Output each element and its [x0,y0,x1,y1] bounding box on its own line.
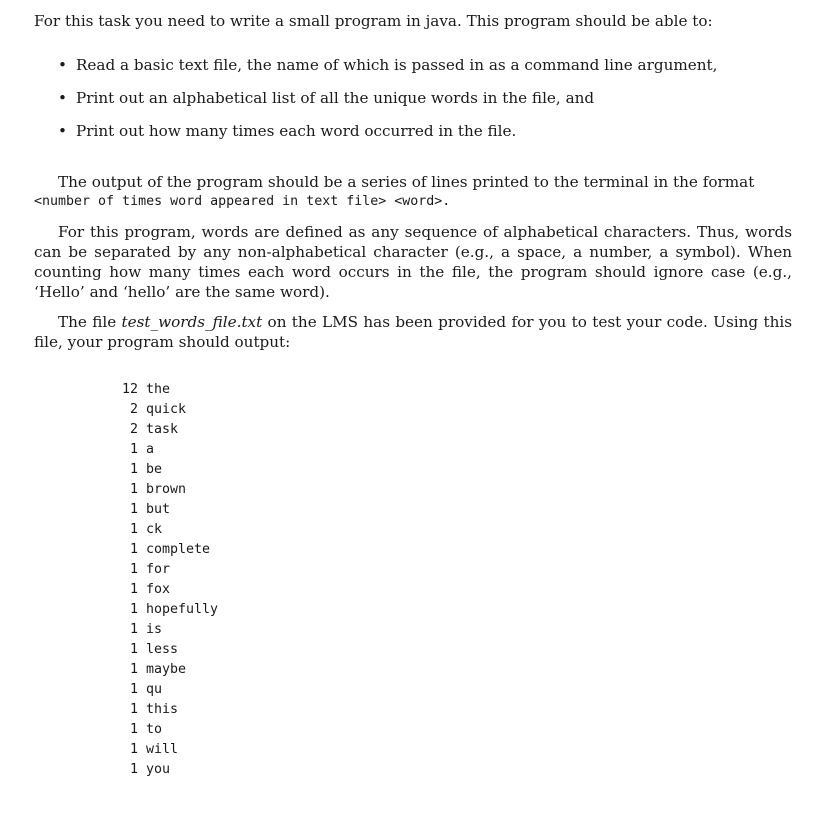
output-row [122,520,218,540]
output-row [122,620,218,640]
list-item [58,56,717,89]
bullet-icon: • [58,56,67,74]
output-row [122,460,218,480]
list-item-text: Print out how many times each word occurred in the file. [76,122,517,140]
test-file-text-after: on the LMS has been provided for you to test your code. Using this file, your program should output: [34,313,792,351]
output-word: is [146,622,163,637]
output-word: be [146,462,163,477]
output-count: 1 [129,482,138,497]
output-word: complete [146,542,211,557]
output-word: hopefully [146,602,219,617]
bullet-icon: • [58,89,67,107]
output-word: you [146,762,171,777]
output-row [122,760,218,780]
output-format-code: <number of times word appeared in text file> <word>. [34,194,451,209]
output-row [122,700,218,720]
output-count: 1 [129,462,138,477]
output-count: 1 [129,682,138,697]
output-count: 1 [129,762,138,777]
output-row [122,580,218,600]
list-item [58,89,717,122]
output-word: a [146,442,155,457]
list-item-text: Print out an alphabetical list of all the unique words in the file, and [76,89,595,107]
test-file-name: test_words_file.txt [121,313,263,331]
bullet-icon: • [58,122,67,140]
output-word: fox [146,582,171,597]
output-word: quick [146,402,187,417]
output-count: 1 [129,442,138,457]
output-row [122,680,218,700]
output-row [122,500,218,520]
output-word: this [146,702,179,717]
output-format-paragraph [34,172,792,212]
output-word: qu [146,682,163,697]
output-row [122,480,218,500]
list-item [58,122,717,155]
output-row [122,740,218,760]
output-count: 1 [129,522,138,537]
requirements-list [58,56,717,155]
output-row [122,640,218,660]
output-count: 1 [129,742,138,757]
test-file-paragraph [34,312,792,352]
output-count: 12 [122,382,139,397]
output-row [122,420,218,440]
list-item-text: Read a basic text file, the name of which is passed in as a command line argument, [76,56,718,74]
output-word: will [146,742,179,757]
output-word: but [146,502,171,517]
output-row [122,380,218,400]
output-row [122,600,218,620]
output-count: 2 [129,402,138,417]
output-count: 1 [129,622,138,637]
output-row [122,720,218,740]
output-count: 1 [129,722,138,737]
intro-text: For this task you need to write a small program in java. This program should be able to: [34,12,713,30]
output-word: brown [146,482,187,497]
output-word: to [146,722,163,737]
output-count: 1 [129,502,138,517]
output-count: 1 [129,642,138,657]
output-row [122,560,218,580]
output-count: 1 [129,542,138,557]
output-count: 1 [129,562,138,577]
output-word: the [146,382,171,397]
output-count: 1 [129,662,138,677]
output-count: 1 [129,582,138,597]
output-row [122,440,218,460]
output-row [122,540,218,560]
output-word: maybe [146,662,187,677]
output-format-text: The output of the program should be a series of lines printed to the terminal in the format [58,173,755,191]
output-row [122,660,218,680]
test-file-text-before: The file [58,313,122,331]
expected-output-block [122,380,218,780]
output-count: 1 [129,602,138,617]
output-count: 2 [129,422,138,437]
output-word: less [146,642,179,657]
output-row [122,400,218,420]
word-definition-paragraph: For this program, words are defined as any sequence of alphabetical characters. Thus, words can be separated by any non-alphabetical character (e.g., a space, a number, a symbol). When counting how many times each word occurs in the file, the program should ignore case (e.g., ‘Hello’ and ‘hello’ are the same word). [34,223,792,301]
output-word: task [146,422,179,437]
output-word: for [146,562,171,577]
output-word: ck [146,522,163,537]
output-count: 1 [129,702,138,717]
